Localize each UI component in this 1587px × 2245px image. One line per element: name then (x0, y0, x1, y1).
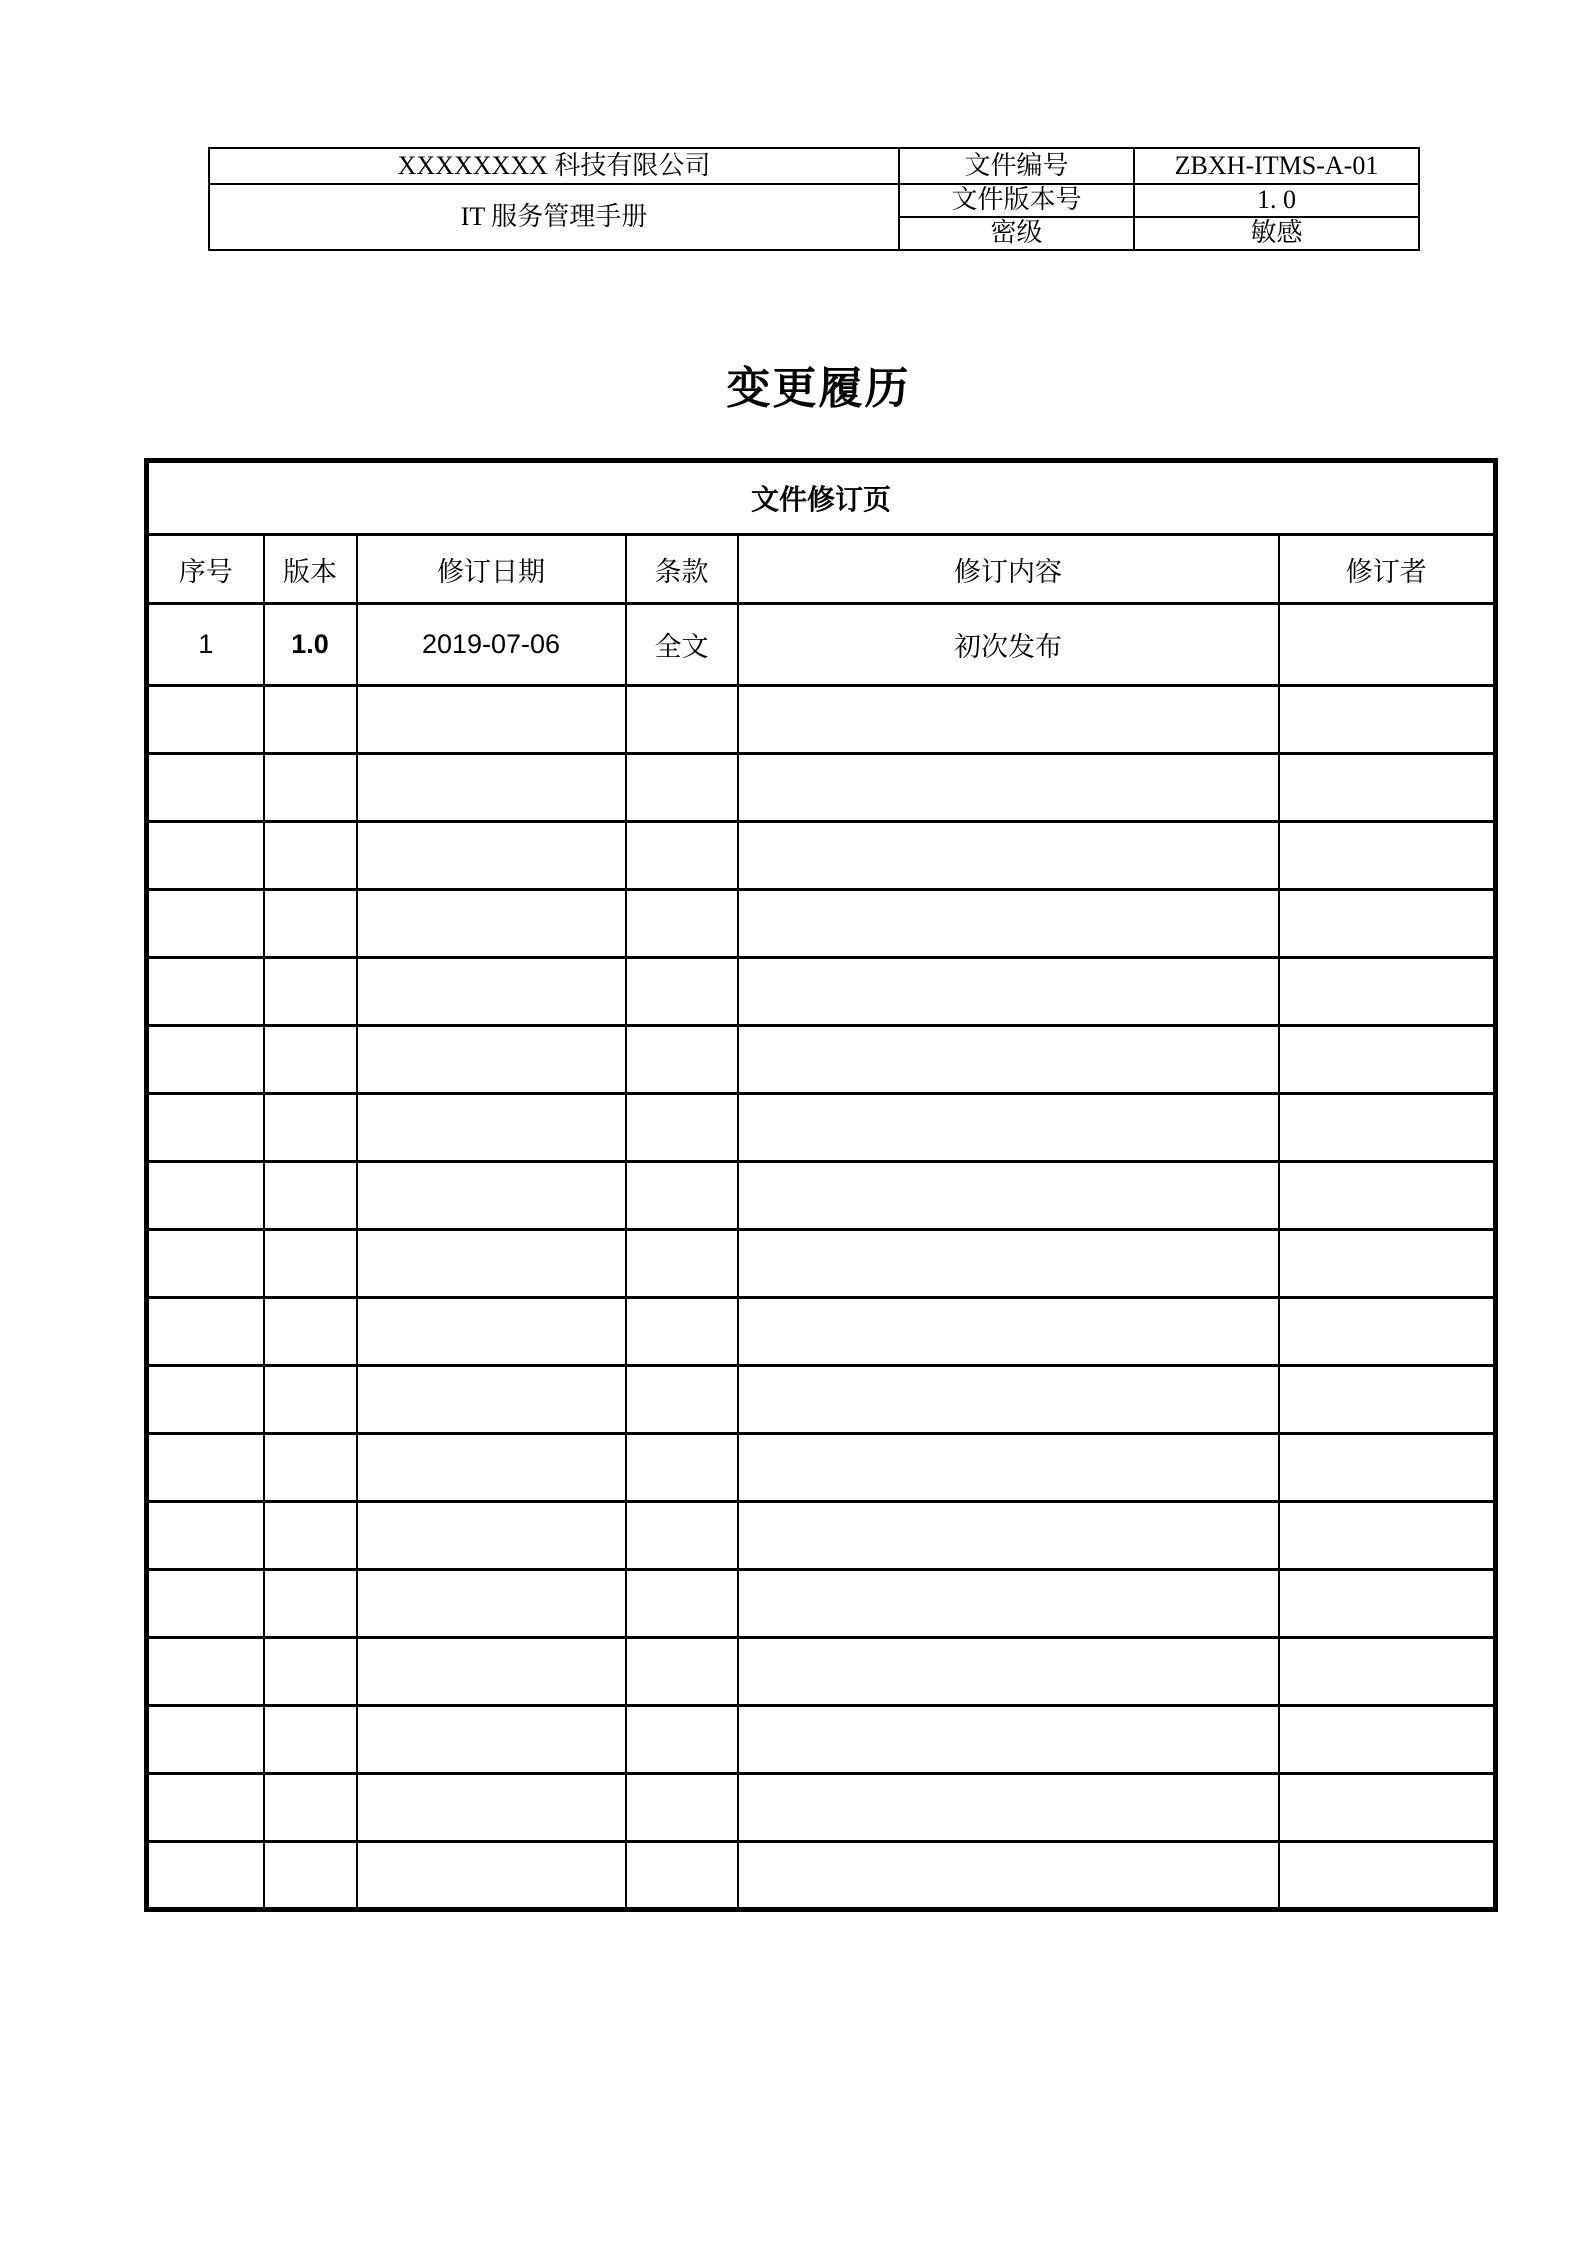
empty-cell (1279, 1094, 1496, 1162)
empty-cell (738, 1230, 1279, 1298)
empty-cell (264, 1026, 357, 1094)
empty-cell (626, 822, 738, 890)
empty-cell (626, 958, 738, 1026)
empty-cell (147, 1094, 264, 1162)
empty-cell (147, 1842, 264, 1910)
col-header-content: 修订内容 (738, 535, 1279, 604)
empty-cell (357, 1230, 626, 1298)
empty-cell (357, 822, 626, 890)
empty-cell (264, 1570, 357, 1638)
empty-revision-row (147, 1502, 1496, 1570)
company-name: XXXXXXXX 科技有限公司 (209, 148, 899, 184)
empty-cell (738, 890, 1279, 958)
empty-cell (738, 1842, 1279, 1910)
empty-cell (626, 1842, 738, 1910)
empty-cell (264, 686, 357, 754)
empty-cell (1279, 1706, 1496, 1774)
empty-cell (357, 1366, 626, 1434)
empty-cell (626, 1774, 738, 1842)
empty-cell (1279, 754, 1496, 822)
empty-cell (1279, 890, 1496, 958)
empty-cell (357, 1842, 626, 1910)
empty-cell (738, 1094, 1279, 1162)
empty-revision-row (147, 1026, 1496, 1094)
empty-cell (264, 1162, 357, 1230)
empty-cell (1279, 958, 1496, 1026)
empty-cell (738, 1434, 1279, 1502)
empty-revision-row (147, 1570, 1496, 1638)
revision-column-header-row (147, 535, 1496, 604)
empty-cell (1279, 686, 1496, 754)
empty-cell (738, 1706, 1279, 1774)
empty-cell (264, 958, 357, 1026)
empty-cell (626, 1298, 738, 1366)
empty-cell (147, 1230, 264, 1298)
secrecy-label: 密级 (899, 217, 1134, 250)
empty-cell (626, 1638, 738, 1706)
empty-cell (357, 958, 626, 1026)
doc-number-label: 文件编号 (899, 148, 1134, 184)
empty-cell (264, 890, 357, 958)
revision-history-table (144, 458, 1498, 1912)
empty-cell (738, 1298, 1279, 1366)
empty-cell (147, 1638, 264, 1706)
empty-revision-row (147, 686, 1496, 754)
empty-cell (147, 754, 264, 822)
revision-date: 2019-07-06 (357, 604, 626, 686)
empty-revision-row (147, 1706, 1496, 1774)
empty-cell (738, 958, 1279, 1026)
empty-cell (1279, 1502, 1496, 1570)
empty-cell (626, 890, 738, 958)
empty-cell (738, 754, 1279, 822)
empty-cell (626, 1162, 738, 1230)
empty-cell (264, 754, 357, 822)
empty-cell (626, 686, 738, 754)
empty-cell (1279, 1230, 1496, 1298)
revision-seq: 1 (147, 604, 264, 686)
empty-cell (264, 1434, 357, 1502)
empty-cell (1279, 1366, 1496, 1434)
empty-revision-row (147, 1842, 1496, 1910)
empty-cell (357, 1026, 626, 1094)
empty-revision-row (147, 890, 1496, 958)
revision-version: 1.0 (264, 604, 357, 686)
revision-caption: 文件修订页 (147, 461, 1496, 535)
revision-reviser (1279, 604, 1496, 686)
empty-cell (738, 1162, 1279, 1230)
empty-cell (738, 1570, 1279, 1638)
empty-cell (626, 1094, 738, 1162)
col-header-clause: 条款 (626, 535, 738, 604)
empty-revision-row (147, 1230, 1496, 1298)
empty-cell (264, 1094, 357, 1162)
empty-cell (147, 1502, 264, 1570)
empty-cell (357, 754, 626, 822)
empty-cell (147, 1162, 264, 1230)
empty-cell (1279, 1774, 1496, 1842)
empty-revision-row (147, 1162, 1496, 1230)
empty-cell (1279, 1162, 1496, 1230)
col-header-reviser: 修订者 (1279, 535, 1496, 604)
empty-cell (1279, 1570, 1496, 1638)
empty-cell (738, 1026, 1279, 1094)
empty-revision-row (147, 1366, 1496, 1434)
page-title: 变更履历 (726, 364, 911, 413)
empty-cell (357, 1298, 626, 1366)
empty-cell (626, 1502, 738, 1570)
empty-cell (1279, 822, 1496, 890)
empty-cell (147, 1026, 264, 1094)
empty-cell (357, 890, 626, 958)
empty-revision-row (147, 958, 1496, 1026)
empty-cell (1279, 1842, 1496, 1910)
empty-cell (147, 1298, 264, 1366)
empty-cell (738, 1774, 1279, 1842)
empty-cell (357, 1502, 626, 1570)
revision-caption-row (147, 461, 1496, 535)
empty-revision-row (147, 1094, 1496, 1162)
empty-cell (264, 822, 357, 890)
revision-row-1 (147, 604, 1496, 686)
doc-version-value: 1. 0 (1134, 184, 1419, 217)
empty-cell (626, 1026, 738, 1094)
revision-content: 初次发布 (738, 604, 1279, 686)
empty-cell (147, 686, 264, 754)
empty-cell (357, 1570, 626, 1638)
col-header-version: 版本 (264, 535, 357, 604)
empty-revision-row (147, 754, 1496, 822)
col-header-seq: 序号 (147, 535, 264, 604)
empty-cell (264, 1502, 357, 1570)
empty-revision-row (147, 822, 1496, 890)
empty-cell (264, 1230, 357, 1298)
empty-cell (626, 1706, 738, 1774)
empty-cell (147, 958, 264, 1026)
empty-cell (626, 754, 738, 822)
empty-cell (738, 822, 1279, 890)
empty-cell (147, 822, 264, 890)
empty-cell (738, 1638, 1279, 1706)
revision-table-body (147, 461, 1496, 1910)
empty-cell (626, 1434, 738, 1502)
empty-cell (626, 1230, 738, 1298)
empty-cell (147, 890, 264, 958)
empty-cell (264, 1298, 357, 1366)
empty-cell (147, 1774, 264, 1842)
empty-cell (1279, 1026, 1496, 1094)
empty-cell (264, 1638, 357, 1706)
empty-cell (264, 1774, 357, 1842)
empty-cell (147, 1570, 264, 1638)
empty-cell (738, 1366, 1279, 1434)
doc-version-label: 文件版本号 (899, 184, 1134, 217)
empty-cell (1279, 1638, 1496, 1706)
header-row-version (209, 184, 1419, 217)
document-header-table (208, 147, 1420, 251)
col-header-date: 修订日期 (357, 535, 626, 604)
empty-cell (357, 1434, 626, 1502)
empty-cell (264, 1366, 357, 1434)
empty-cell (1279, 1298, 1496, 1366)
doc-title: IT 服务管理手册 (209, 184, 899, 250)
empty-cell (357, 686, 626, 754)
empty-cell (738, 686, 1279, 754)
empty-cell (357, 1638, 626, 1706)
empty-cell (264, 1706, 357, 1774)
empty-cell (147, 1366, 264, 1434)
empty-cell (626, 1366, 738, 1434)
revision-clause: 全文 (626, 604, 738, 686)
empty-cell (147, 1434, 264, 1502)
empty-revision-row (147, 1638, 1496, 1706)
empty-revision-row (147, 1434, 1496, 1502)
empty-revision-row (147, 1774, 1496, 1842)
empty-cell (1279, 1434, 1496, 1502)
empty-revision-row (147, 1298, 1496, 1366)
empty-cell (357, 1774, 626, 1842)
doc-number-value: ZBXH-ITMS-A-01 (1134, 148, 1419, 184)
empty-cell (357, 1162, 626, 1230)
empty-cell (147, 1706, 264, 1774)
header-row-company (209, 148, 1419, 184)
empty-cell (626, 1570, 738, 1638)
empty-cell (738, 1502, 1279, 1570)
empty-cell (357, 1706, 626, 1774)
secrecy-value: 敏感 (1134, 217, 1419, 250)
empty-cell (357, 1094, 626, 1162)
empty-cell (264, 1842, 357, 1910)
